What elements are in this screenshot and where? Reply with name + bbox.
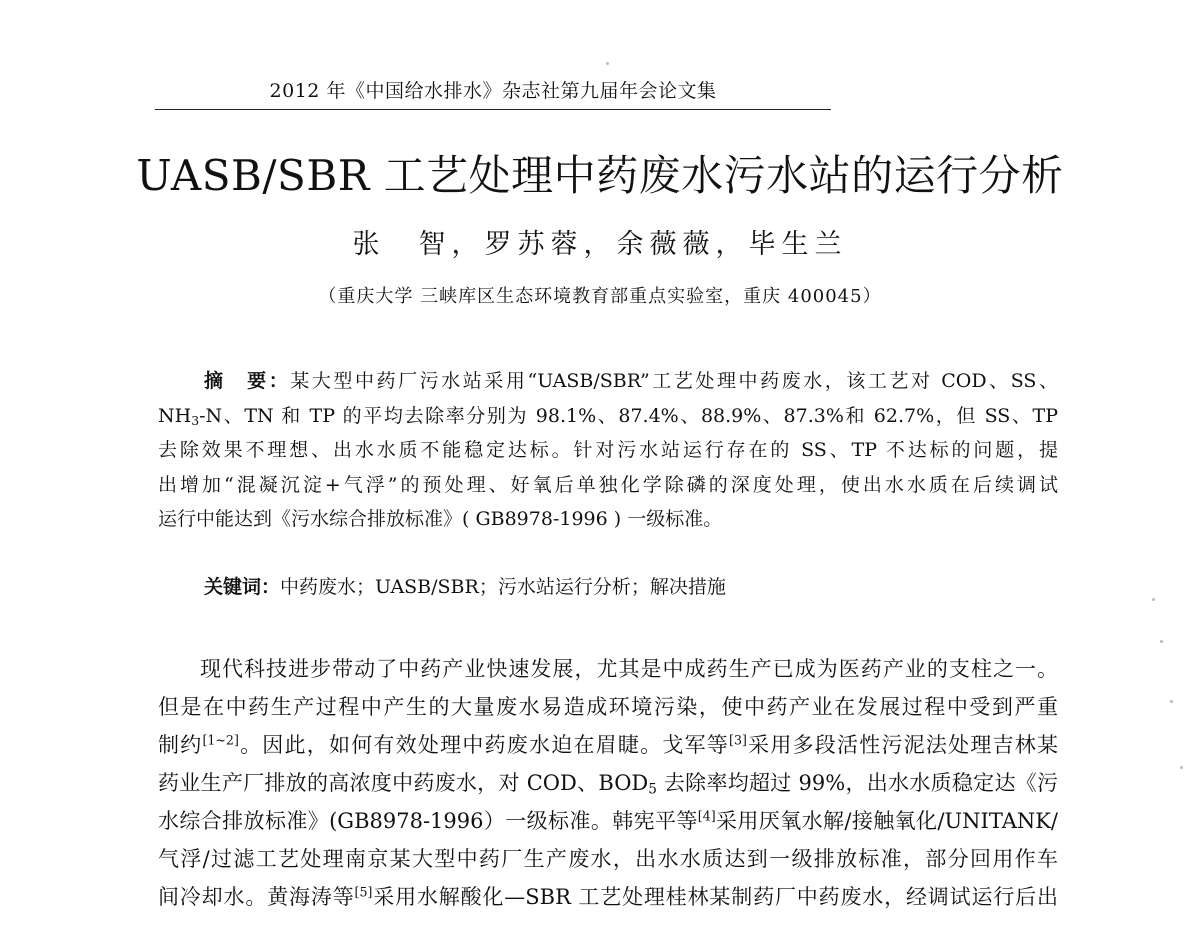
body-line: 现代科技进步带动了中药产业快速发展，尤其是中成药生产已成为医药产业的支柱之一。	[200, 657, 1058, 681]
scan-artifact	[1160, 640, 1163, 643]
scan-artifact	[1180, 766, 1183, 769]
abstract-line: 出增加“混凝沉淀+气浮”的预处理、好氧后单独化学除磷的深度处理，使出水水质在后续调试	[158, 473, 1058, 496]
abstract-line: 去除效果不理想、出水水质不能稳定达标。针对污水站运行存在的 SS、TP 不达标的问题，提	[158, 439, 1058, 461]
body-paragraph	[158, 650, 1058, 916]
body-line: 药业生产厂排放的高浓度中药废水，对 COD、$BOD_5$ 去除率均超过 99%，出水水质稳定达《污	[158, 771, 1059, 798]
abstract-label: 摘 要：	[204, 370, 291, 392]
body-line: 气浮/过滤工艺处理南京某大型中药厂生产废水，出水水质达到一级排放标准，部分回用作车	[158, 847, 1058, 871]
abstract-text: -N、TN 和 TP 的平均去除率分别为 98.1%、87.4%、88.9%、87.3%和 62.7%，但 SS、TP	[199, 404, 1058, 427]
paper-title: UASB/SBR 工艺处理中药废水污水站的运行分析	[136, 151, 1064, 200]
author-list: 张 智，罗苏蓉，余薇薇，毕生兰	[352, 229, 848, 260]
nh3-formula: $NH_3$	[158, 404, 200, 428]
keywords	[204, 572, 726, 599]
scan-artifact	[1170, 700, 1173, 703]
abstract	[158, 364, 1058, 537]
keywords-label: 关键词：	[204, 576, 281, 598]
bod5-subscript: 5	[648, 781, 657, 798]
abstract-line: 运行中能达到《污水综合排放标准》( GB8978-1996 ) 一级标准。	[158, 508, 723, 530]
body-line: 但是在中药生产过程中产生的大量废水易造成环境污染，使中药产业在发展过程中受到严重	[158, 695, 1058, 719]
abstract-text: 某大型中药厂污水站采用“UASB/SBR”工艺处理中药废水，该工艺对 COD、SS、	[290, 370, 1058, 392]
affiliation: （重庆大学 三峡库区生态环境教育部重点实验室，重庆 400045）	[318, 286, 882, 307]
scan-artifact	[1152, 598, 1155, 601]
body-line: 制约[1~2]。因此，如何有效处理中药废水迫在眉睫。戈军等[3]采用多段活性污泥法处理吉林某	[158, 732, 1059, 757]
citation: [3]	[729, 732, 747, 748]
body-line: 间冷却水。黄海涛等[5]采用水解酸化—SBR 工艺处理桂林某制药厂中药废水，经调试运行后出	[158, 884, 1058, 909]
citation: [5]	[354, 884, 373, 900]
abstract-line	[158, 399, 1058, 434]
body-line: 水综合排放标准》(GB8978-1996）一级标准。韩宪平等[4]采用厌氧水解/接触氧化/UNITANK/	[158, 808, 1058, 833]
running-header: 2012 年《中国给水排水》杂志社第九届年会论文集	[155, 76, 831, 110]
abstract-line	[158, 364, 1058, 399]
citation: [4]	[697, 808, 716, 824]
keywords-text: 中药废水；UASB/SBR；污水站运行分析；解决措施	[280, 576, 726, 598]
scan-artifact	[606, 62, 609, 65]
citation: [1~2]	[202, 732, 239, 748]
